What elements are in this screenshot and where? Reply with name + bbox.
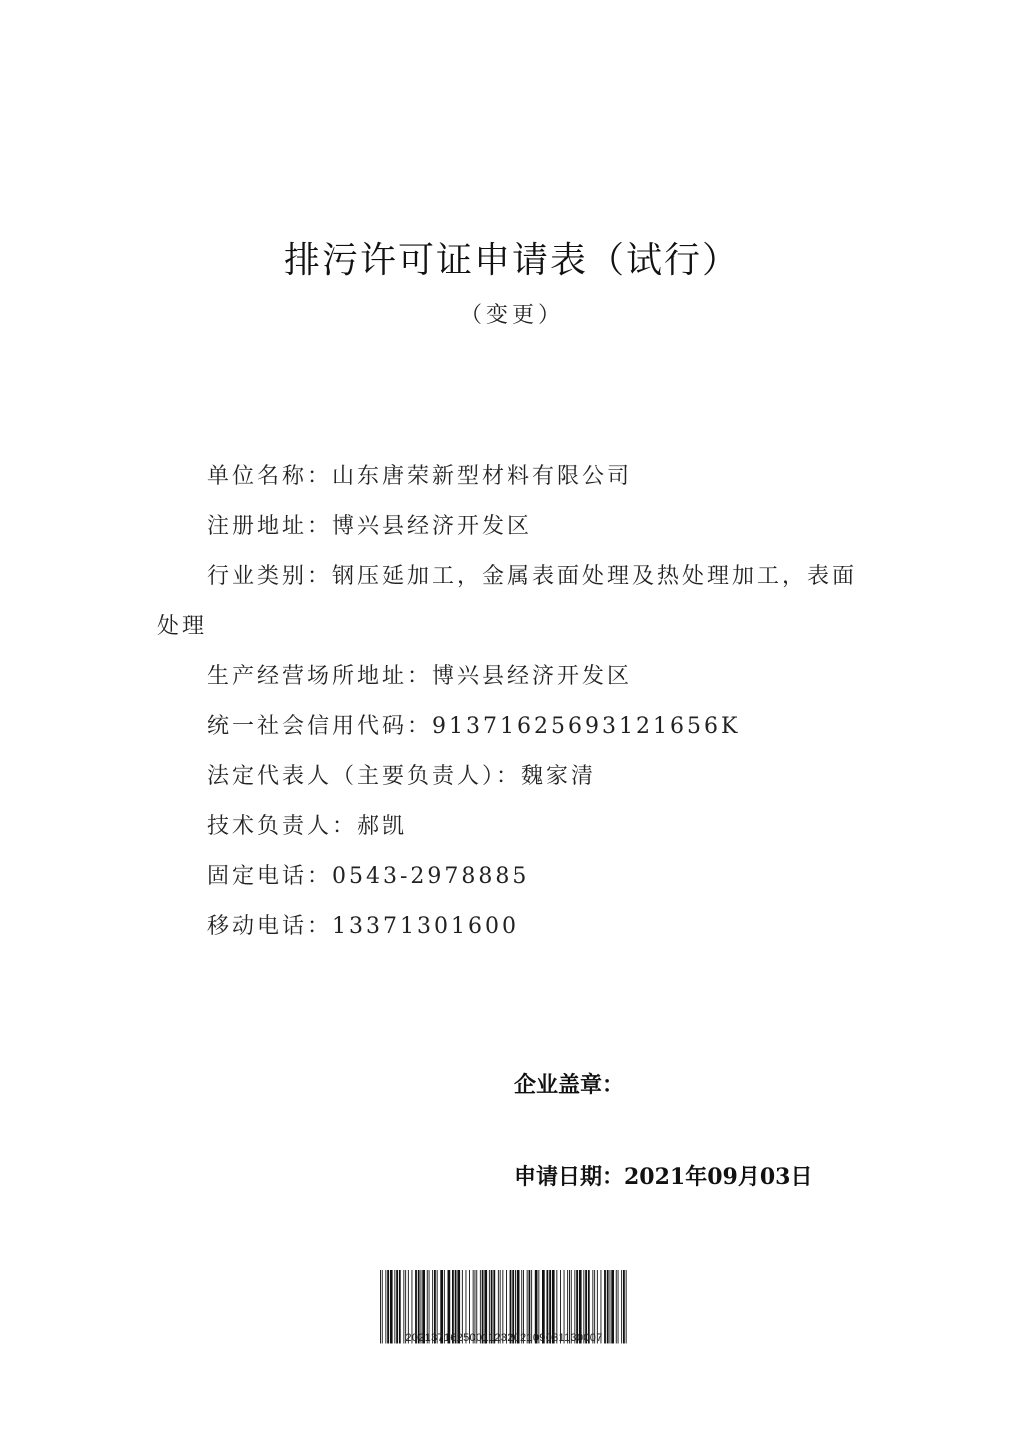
application-date: 申请日期：2021年09月03日 — [514, 1164, 813, 1190]
document-subtitle: （变更） — [459, 303, 564, 328]
company-seal-label: 企业盖章： — [514, 1072, 625, 1098]
landline-line: 固定电话：0543-2978885 — [207, 864, 530, 889]
registered-address-line: 注册地址：博兴县经济开发区 — [207, 514, 533, 539]
barcode-number: 2021371625001123202109031130007 — [405, 1332, 603, 1344]
document-title: 排污许可证申请表（试行） — [283, 240, 740, 281]
production-address-line: 生产经营场所地址：博兴县经济开发区 — [207, 664, 633, 689]
industry-category-line: 行业类别：钢压延加工，金属表面处理及热处理加工，表面处理 — [157, 564, 858, 639]
legal-representative-line: 法定代表人（主要负责人）：魏家清 — [207, 764, 597, 789]
technical-lead-line: 技术负责人：郝凯 — [207, 814, 408, 839]
mobile-line: 移动电话：13371301600 — [207, 914, 519, 939]
credit-code-line: 统一社会信用代码：91371625693121656K — [207, 714, 741, 739]
applicant-info — [157, 452, 877, 952]
unit-name-line: 单位名称：山东唐荣新型材料有限公司 — [207, 464, 633, 489]
